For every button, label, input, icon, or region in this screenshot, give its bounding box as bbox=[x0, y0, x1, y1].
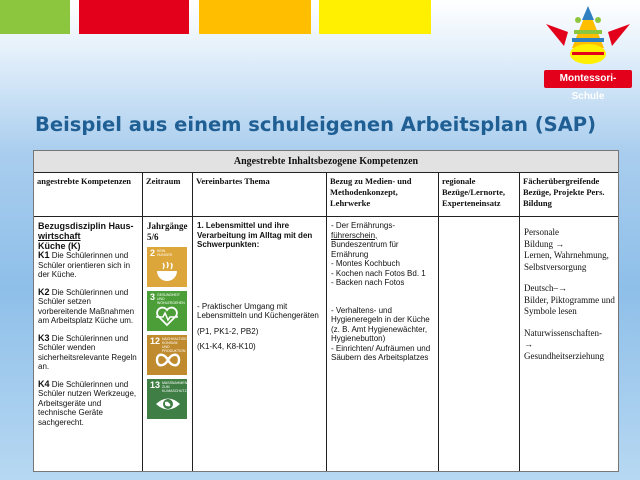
work-plan-table bbox=[33, 150, 619, 472]
cross-cell bbox=[520, 217, 618, 362]
media-block-1 bbox=[331, 221, 435, 288]
sdg-number: 3 bbox=[150, 292, 156, 302]
cross-text: Gesundheitserziehung bbox=[524, 350, 604, 361]
subject-heading bbox=[38, 221, 139, 251]
column-media bbox=[327, 173, 439, 471]
logo-label: Montessori-Schule bbox=[544, 70, 632, 88]
media-text: führerschein, bbox=[331, 230, 378, 240]
column-header: Fächerübergreifende Bezüge, Projekte Pers. Bildung bbox=[520, 173, 618, 217]
competence-text: Die Schülerinnen und Schüler orientieren sich in der Küche. bbox=[38, 251, 131, 279]
sdg-12-tile bbox=[147, 335, 191, 375]
infinity-icon bbox=[155, 349, 181, 371]
cross-text: Naturwissenschaften- bbox=[524, 327, 602, 338]
media-text: - Der Ernährungs- bbox=[331, 221, 396, 230]
sdg-number: 2 bbox=[150, 248, 156, 258]
sdg-label: MASSNAHMEN ZUM KLIMASCHUTZ bbox=[162, 381, 188, 393]
competence-code: K4 bbox=[38, 378, 50, 389]
theme-title-text: Lebensmittel und ihre Verarbeitung im Alltag mit den Schwerpunkten: bbox=[197, 221, 313, 249]
competence-code: K1 bbox=[38, 250, 50, 260]
competence-text: Die Schülerinnen und Schüler nutzen Werkzeuge, Arbeitsgeräte und technische Geräte sachgerecht. bbox=[38, 379, 137, 427]
column-header: Zeitraum bbox=[143, 173, 192, 217]
grade-level bbox=[147, 221, 189, 243]
media-text: Bundeszentrum für Ernährung bbox=[331, 240, 399, 259]
competence-code: K2 bbox=[38, 286, 50, 297]
color-bar-yellow bbox=[319, 0, 431, 34]
slide-title: Beispiel aus einem schuleigenen Arbeitsplan (SAP) bbox=[35, 113, 596, 136]
column-competences bbox=[34, 173, 143, 471]
cross-text: Lernen, Wahrnehmung, Selbstversorgung bbox=[524, 250, 609, 272]
cross-text: Personale bbox=[524, 227, 559, 237]
color-bar-red bbox=[79, 0, 189, 34]
sdg-13-tile bbox=[147, 379, 187, 419]
theme-number: 1. bbox=[197, 221, 204, 230]
period-cell bbox=[143, 217, 192, 419]
mascot-icon bbox=[538, 2, 638, 72]
column-header: Vereinbartes Thema bbox=[193, 173, 326, 217]
competence-code: K3 bbox=[38, 332, 50, 343]
school-logo bbox=[538, 2, 638, 102]
cross-text: → bbox=[524, 339, 533, 349]
theme-reference: (P1, PK1-2, PB2) bbox=[197, 326, 259, 336]
column-period bbox=[143, 173, 193, 471]
subject-line: wirtschaft bbox=[38, 231, 81, 241]
theme-title bbox=[197, 221, 323, 250]
sdg-2-tile bbox=[147, 247, 187, 287]
media-cell bbox=[327, 217, 438, 363]
subject-line: Küche (K) bbox=[38, 241, 81, 251]
column-regional bbox=[439, 173, 520, 471]
column-cross-curricular bbox=[520, 173, 618, 471]
cross-text: Deutsch–→ bbox=[524, 283, 567, 293]
bowl-icon bbox=[155, 261, 179, 283]
grade-line: 5/6 bbox=[147, 232, 159, 242]
cross-text: Bilder, Piktogramme und Symbole lesen bbox=[524, 294, 615, 316]
media-block-2 bbox=[331, 306, 435, 363]
cross-text: Bildung → bbox=[524, 238, 565, 249]
column-theme bbox=[193, 173, 327, 471]
competence-k2 bbox=[38, 288, 139, 326]
heartbeat-icon bbox=[155, 305, 179, 327]
theme-cell bbox=[193, 217, 326, 352]
color-bar-orange bbox=[199, 0, 311, 34]
color-bar-green bbox=[0, 0, 70, 34]
regional-cell bbox=[439, 217, 519, 221]
eye-globe-icon bbox=[155, 393, 181, 415]
sdg-number: 13 bbox=[150, 380, 161, 390]
media-text: - Verhaltens- und Hygieneregeln in der Küche (z. B. Amt Hygienewächter, Hygienebutton) bbox=[331, 305, 430, 343]
column-header: regionale Bezüge/Lernorte, Experteneinsatz bbox=[439, 173, 519, 217]
sdg-label: KEIN HUNGER bbox=[157, 249, 173, 257]
media-text: - Montes Kochbuch bbox=[331, 259, 400, 268]
sdg-label: NACHHALTIGE/R KONSUM UND PRODUKTION bbox=[162, 337, 191, 353]
media-text: - Einrichten/ Aufräumen und Säubern des Arbeitsplatzes bbox=[331, 343, 431, 362]
competence-k3 bbox=[38, 334, 139, 372]
grade-line: Jahrgänge bbox=[147, 221, 188, 231]
column-header: angestrebte Kompetenzen bbox=[34, 173, 142, 217]
competences-cell bbox=[34, 217, 142, 427]
competence-text: Die Schülerinnen und Schüler wenden sicherheitsrelevante Regeln an. bbox=[38, 333, 137, 371]
media-text: - Kochen nach Fotos Bd. 1 bbox=[331, 268, 426, 278]
subject-line: Bezugsdisziplin Haus- bbox=[38, 221, 134, 231]
competence-k1 bbox=[38, 251, 139, 280]
theme-item: - Praktischer Umgang mit Lebensmitteln und Küchengeräten bbox=[197, 301, 319, 320]
theme-reference: (K1-K4, K8-K10) bbox=[197, 342, 256, 351]
column-header: Bezug zu Medien- und Methodenkonzept, Lehrwerke bbox=[327, 173, 438, 217]
sdg-label: GESUNDHEIT UND WOHLERGEHEN bbox=[157, 293, 185, 305]
sdg-number: 12 bbox=[150, 336, 161, 346]
competence-text: Die Schülerinnen und Schüler setzen vorbereitende Maßnahmen am Arbeitsplatz Küche um. bbox=[38, 287, 135, 325]
sdg-3-tile bbox=[147, 291, 187, 331]
competence-k4 bbox=[38, 380, 139, 428]
table-header: Angestrebte Inhaltsbezogene Kompetenzen bbox=[34, 151, 618, 173]
media-text: - Backen nach Fotos bbox=[331, 278, 405, 287]
